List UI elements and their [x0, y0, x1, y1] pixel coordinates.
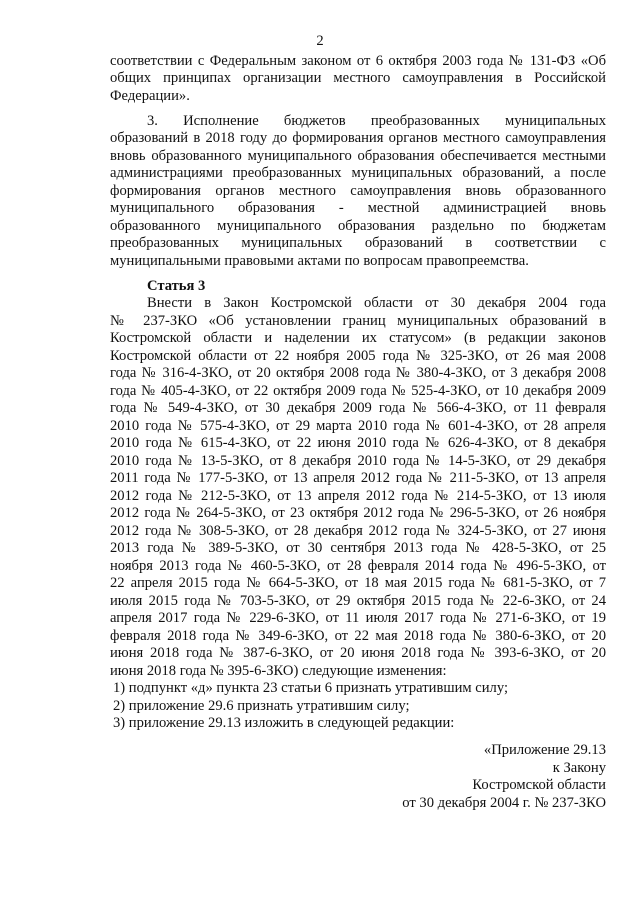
page-number: 2	[316, 33, 324, 49]
text-line: формирования органов местного самоуправления вновь образованного	[110, 183, 606, 199]
text-line: 2010 года № 13-5-ЗКО, от 8 декабря 2010 года № 14-5-ЗКО, от 29 декабря	[110, 453, 606, 469]
text-line: вновь образованного муниципального образования обеспечивается местными	[110, 148, 606, 164]
list-item: 3) приложение 29.13 изложить в следующей редакции:	[113, 715, 455, 731]
text-line: года № 405-4-ЗКО, от 22 октября 2009 года № 525-4-ЗКО, от 10 декабря 2009	[110, 383, 606, 399]
text-line: 2012 года № 264-5-ЗКО, от 23 октября 2012 года № 296-5-ЗКО, от 26 ноября	[110, 505, 606, 521]
text-line: 2011 года № 177-5-ЗКО, от 13 апреля 2012 года № 211-5-ЗКО, от 13 апреля	[110, 470, 606, 486]
list-item: 2) приложение 29.6 признать утратившим силу;	[113, 698, 410, 714]
text-line: образованного муниципального образования раздельно по бюджетам	[110, 218, 606, 234]
text-line: 2013 года № 389-5-ЗКО, от 30 сентября 2013 года № 428-5-ЗКО, от 25	[110, 540, 606, 556]
text-line: № 237-ЗКО «Об установлении границ муниципальных образований в	[110, 313, 606, 329]
list-item: 1) подпункт «д» пункта 23 статьи 6 признать утратившим силу;	[113, 680, 508, 696]
text-line: апреля 2017 года № 229-6-ЗКО, от 11 июля 2017 года № 271-6-ЗКО, от 19	[110, 610, 606, 626]
text-line: соответствии с Федеральным законом от 6 октября 2003 года № 131-ФЗ «Об	[110, 53, 606, 69]
text-line: 2010 года № 615-4-ЗКО, от 22 июня 2010 года № 626-4-ЗКО, от 8 декабря	[110, 435, 606, 451]
text-line: Внести в Закон Костромской области от 30 декабря 2004 года	[147, 295, 606, 311]
text-line: 2012 года № 212-5-ЗКО, от 13 апреля 2012 года № 214-5-ЗКО, от 13 июля	[110, 488, 606, 504]
text-line: общих принципах организации местного самоуправления в Российской	[110, 70, 606, 86]
text-line: 2012 года № 308-5-ЗКО, от 28 декабря 2012 года № 324-5-ЗКО, от 27 июня	[110, 523, 606, 539]
text-line: февраля 2018 года № 349-6-ЗКО, от 22 мая 2018 года № 380-6-ЗКО, от 20	[110, 628, 606, 644]
text-line: преобразованных муниципальных образований в соответствии с	[110, 235, 606, 251]
appendix-line: от 30 декабря 2004 г. № 237-ЗКО	[402, 795, 606, 811]
text-line: муниципального образования - местной администрацией вновь	[110, 200, 606, 216]
text-line: июля 2015 года № 703-5-ЗКО, от 29 октября 2015 года № 22-6-ЗКО, от 24	[110, 593, 606, 609]
text-line: июня 2018 года № 395-6-ЗКО) следующие изменения:	[110, 663, 447, 679]
text-line: ноября 2013 года № 460-5-ЗКО, от 28 февраля 2014 года № 496-5-ЗКО, от	[110, 558, 606, 574]
appendix-title: «Приложение 29.13	[483, 742, 606, 758]
text-line: 22 апреля 2015 года № 664-5-ЗКО, от 18 мая 2015 года № 681-5-ЗКО, от 7	[110, 575, 606, 591]
text-line: июня 2018 года № 387-6-ЗКО, от 20 июня 2018 года № 393-6-ЗКО, от 20	[110, 645, 606, 661]
article-title: Статья 3	[147, 278, 206, 294]
text-line: Федерации».	[110, 88, 190, 104]
text-line: Костромской области от 22 ноября 2005 года № 325-ЗКО, от 26 мая 2008	[110, 348, 606, 364]
text-line: года № 549-4-ЗКО, от 30 декабря 2009 года № 566-4-ЗКО, от 11 февраля	[110, 400, 606, 416]
text-line: 3. Исполнение бюджетов преобразованных муниципальных	[147, 113, 606, 129]
text-line: Костромской области и наделении их статусом» (в редакции законов	[110, 330, 606, 346]
text-line: года № 316-4-ЗКО, от 20 октября 2008 года № 380-4-ЗКО, от 3 декабря 2008	[110, 365, 606, 381]
text-line: 2010 года № 575-4-ЗКО, от 29 марта 2010 года № 601-4-ЗКО, от 28 апреля	[110, 418, 606, 434]
text-line: муниципальными правовыми актами по вопросам правопреемства.	[110, 253, 529, 269]
appendix-line: к Закону	[552, 760, 606, 776]
appendix-line: Костромской области	[472, 777, 606, 793]
text-line: образований в 2018 году до формирования органов местного самоуправления	[110, 130, 606, 146]
text-line: администрациями преобразованных муниципальных образований, а после	[110, 165, 606, 181]
